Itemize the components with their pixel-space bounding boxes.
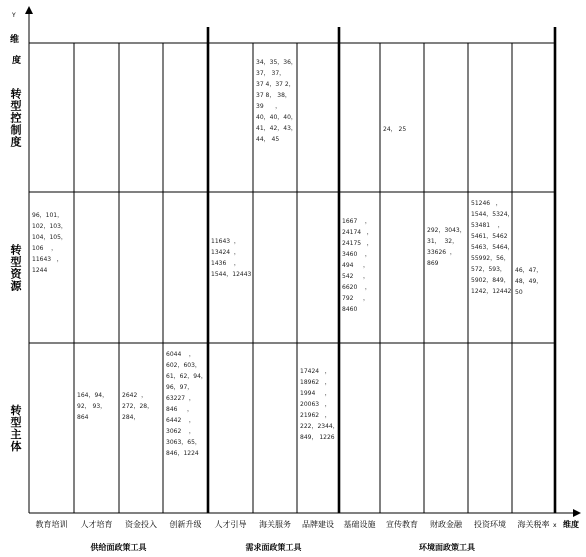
row-label-resources: 转型资源 (10, 243, 22, 293)
group-label-environment: 环境面政策工具 (419, 543, 475, 552)
column-label: 资金投入 (125, 520, 157, 529)
cell-subject-col-2: 2642 ， 272，28， 284， (122, 392, 154, 421)
cell-resources-col-10: 51246 ， 1544，5324， 53481 ， 5461，5462 5463，5464， 55992，56， 572，593， 5902，849， 1242，12442 (471, 200, 514, 295)
row-labels (10, 87, 23, 454)
cell-subject-col-3: 6044 ， 602，603， 61，62，94， 96，97， 63227 ， 846 ， 6442 ， 3062 ， 3063，65， 846，1224 (166, 351, 207, 457)
column-label: 财政金融 (430, 520, 462, 529)
group-label-supply: 供给面政策工具 (90, 543, 147, 552)
group-labels (91, 542, 476, 552)
y-axis-title-char-1: 维 (10, 35, 20, 45)
column-label: 基础设施 (343, 520, 376, 529)
column-labels (36, 519, 550, 529)
column-label: 教育培训 (35, 520, 68, 529)
column-label: 宣传教育 (386, 520, 418, 529)
column-label: 人才引导 (214, 520, 247, 529)
cell-resources-col-7: 1667 ， 24174 ， 24175 ， 3460 ， 494 ， 542 ， 6620 ， 792 ， 8460 (342, 218, 373, 313)
cell-resources-col-9: 292，3043， 31， 32， 33626 ， 869 (427, 227, 466, 267)
cell-resources-col-11: 46，47， 48，49， 50 (515, 267, 543, 296)
column-label: 海关税率 (517, 520, 550, 529)
row-label-subject: 转型主体 (10, 404, 22, 453)
cell-subject-col-6: 17424 ， 18962 ， 1994 ， 20063 ， 21962 ， 222，2344， 849， 1226 (300, 368, 339, 441)
group-label-demand: 需求面政策工具 (245, 543, 302, 552)
cell-resources-col-4: 11643 ， 13424 ， 1436 ， 1544，12443 (211, 238, 252, 278)
x-axis-label: x (553, 522, 557, 529)
column-label: 投资环境 (474, 520, 506, 529)
cell-system-col-8: 24， 25 (383, 126, 407, 133)
x-axis-title: 维度 (563, 520, 579, 529)
cell-subject-col-1: 164，94， 92， 93， 864 (77, 392, 109, 421)
y-axis-title-char-2: 度 (12, 56, 22, 66)
column-label: 海关服务 (259, 520, 291, 529)
column-label: 创新升级 (169, 520, 202, 529)
cell-resources-col-0: 96，101， 102，103， 104，105， 106 ， 11643 ， 1244 (32, 212, 67, 274)
y-axis-label: Y (12, 12, 16, 19)
row-label-system: 转型控制度 (10, 87, 22, 149)
cell-system-col-5: 34，35，36， 37， 37， 37 4，37 2， 37 8， 38， 39 ， 40，40，40， 41，42，43， 44， 45 (256, 59, 297, 143)
column-label: 品牌建设 (302, 520, 334, 529)
column-label: 人才培育 (80, 520, 113, 529)
